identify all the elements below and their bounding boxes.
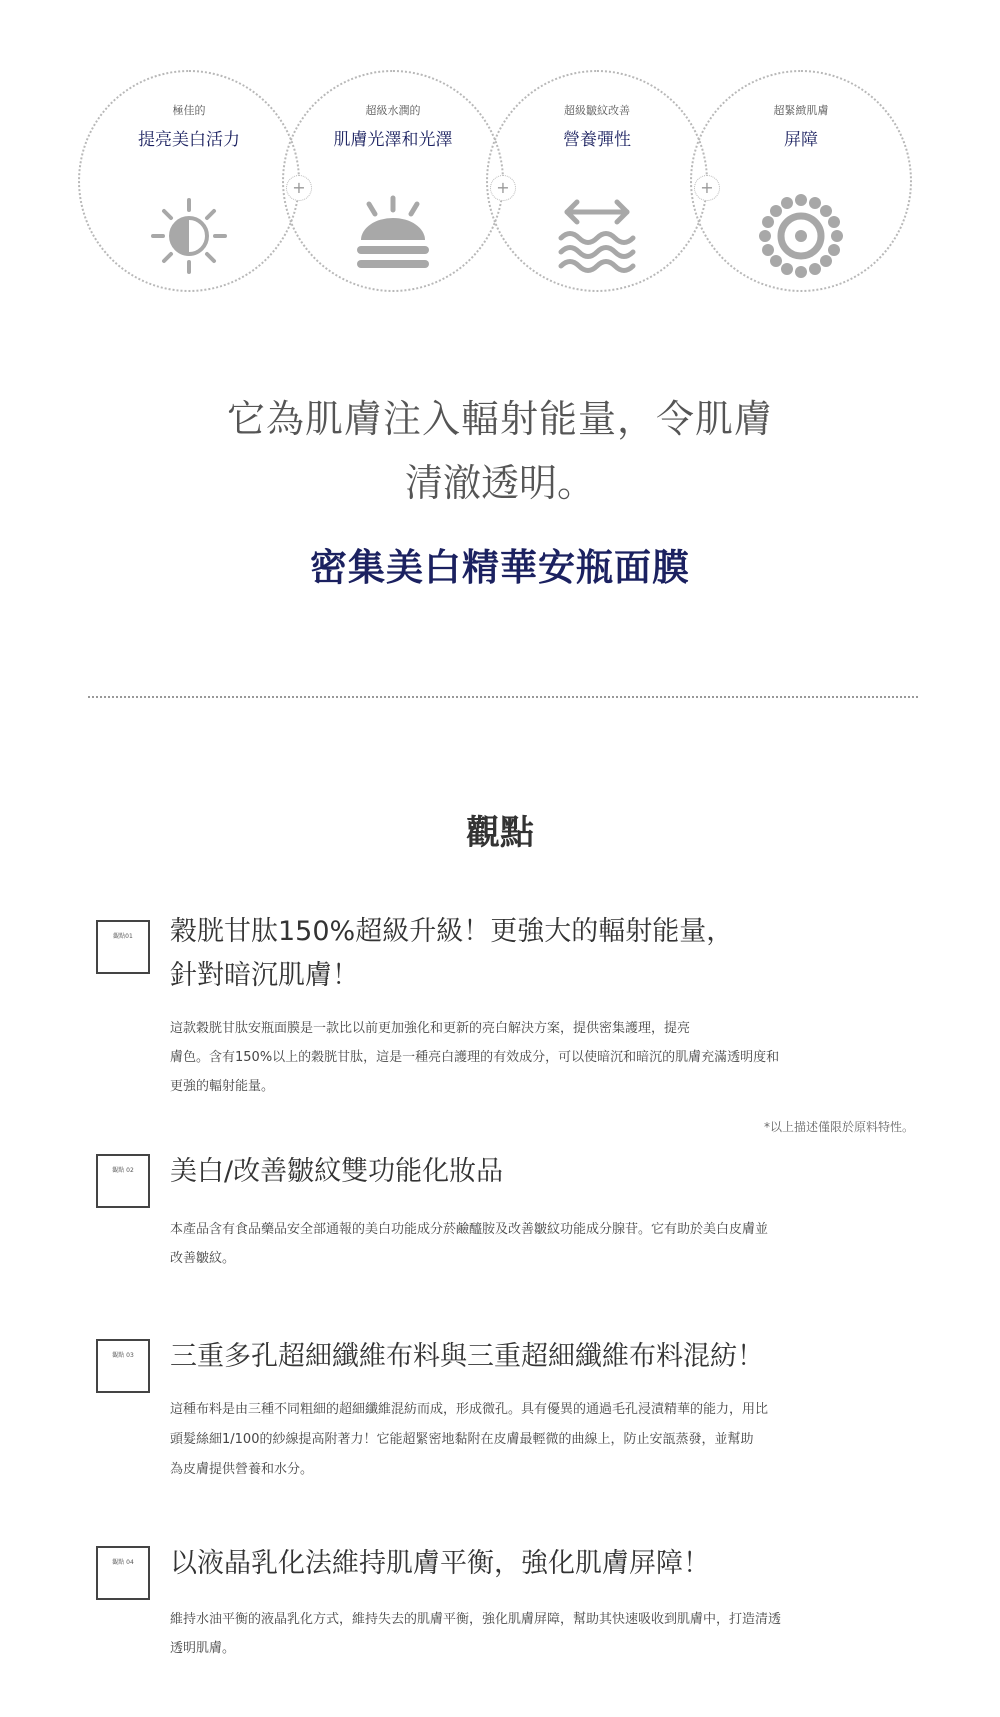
point-badge: 觀點 02 <box>96 1154 150 1208</box>
point-body-line: 更強的輻射能量。 <box>170 1079 275 1094</box>
point-body-line: 膚色。含有150%以上的穀胱甘肽，這是一種亮白護理的有效成分，可以使暗沉和暗沉的肌膚充滿透明度和 <box>170 1050 780 1065</box>
plus-icon: + <box>490 175 516 201</box>
benefit-title: 提亮美白活力 <box>138 130 240 150</box>
point-title-line: 三重多孔超細纖維布料與三重超細纖維布料混紡！ <box>170 1341 764 1372</box>
point-body-line: 為皮膚提供營養和水分。 <box>170 1462 314 1477</box>
benefit-title: 營養彈性 <box>563 130 631 150</box>
benefit-circle-whitening <box>78 70 300 292</box>
point-01 <box>0 910 1000 1140</box>
sunrise-icon <box>351 194 435 278</box>
point-badge: 觀點01 <box>96 920 150 974</box>
headline-line-2: 清澈透明。 <box>404 461 595 505</box>
point-title-line: 以液晶乳化法維持肌膚平衡，強化肌膚屏障！ <box>170 1548 710 1579</box>
point-badge: 觀點 03 <box>96 1339 150 1393</box>
benefits-row <box>0 0 1000 330</box>
point-title-line: 穀胱甘肽150%超級升級！更強大的輻射能量， <box>170 916 734 947</box>
headline-line-1: 它為肌膚注入輻射能量，令肌膚 <box>226 397 773 441</box>
section-divider <box>88 696 918 698</box>
point-03 <box>0 1335 1000 1495</box>
benefit-subtitle: 超級水潤的 <box>365 104 421 117</box>
benefit-circle-barrier <box>690 70 912 292</box>
barrier-ring-icon <box>759 194 843 278</box>
point-badge: 觀點 04 <box>96 1546 150 1600</box>
point-body-line: 頭髮絲細1/100的紗線提高附著力！它能超緊密地黏附在皮膚最輕微的曲線上，防止安瓿蒸發，並幫助 <box>170 1432 754 1447</box>
point-title-line: 美白/改善皺紋雙功能化妝品 <box>170 1156 504 1187</box>
point-body-line: 改善皺紋。 <box>170 1251 236 1266</box>
benefit-subtitle: 極佳的 <box>172 104 206 117</box>
benefit-subtitle: 超緊緻肌膚 <box>773 104 829 117</box>
point-body-line: 這種布料是由三種不同粗細的超細纖維混紡而成，形成微孔。具有優異的通過毛孔浸漬精華的能力，用比 <box>170 1402 769 1417</box>
point-title-line: 針對暗沉肌膚！ <box>170 960 359 991</box>
point-body-line: 這款穀胱甘肽安瓶面膜是一款比以前更加強化和更新的亮白解決方案，提供密集護理，提亮 <box>170 1021 691 1036</box>
point-body-line: 維持水油平衡的液晶乳化方式，維持失去的肌膚平衡，強化肌膚屏障，幫助其快速吸收到肌膚中，打造清透 <box>170 1612 782 1627</box>
benefit-title: 屏障 <box>784 130 818 150</box>
plus-icon: + <box>694 175 720 201</box>
section-title: 觀點 <box>466 813 534 853</box>
benefit-title: 肌膚光澤和光澤 <box>333 130 453 150</box>
plus-icon: + <box>286 175 312 201</box>
waves-arrows-icon <box>555 194 639 278</box>
point-footnote: *以上描述僅限於原料特性。 <box>763 1120 914 1134</box>
point-body-line: 透明肌膚。 <box>170 1641 236 1656</box>
point-04 <box>0 1542 1000 1662</box>
point-02 <box>0 1150 1000 1280</box>
benefit-circle-elasticity <box>486 70 708 292</box>
sun-icon <box>147 194 231 278</box>
product-name: 密集美白精華安瓶面膜 <box>310 546 690 589</box>
benefit-subtitle: 超級皺紋改善 <box>564 104 630 117</box>
point-body-line: 本產品含有食品藥品安全部通報的美白功能成分菸鹼醯胺及改善皺紋功能成分腺苷。它有助於美白皮膚並 <box>170 1222 769 1237</box>
benefit-circle-radiance <box>282 70 504 292</box>
